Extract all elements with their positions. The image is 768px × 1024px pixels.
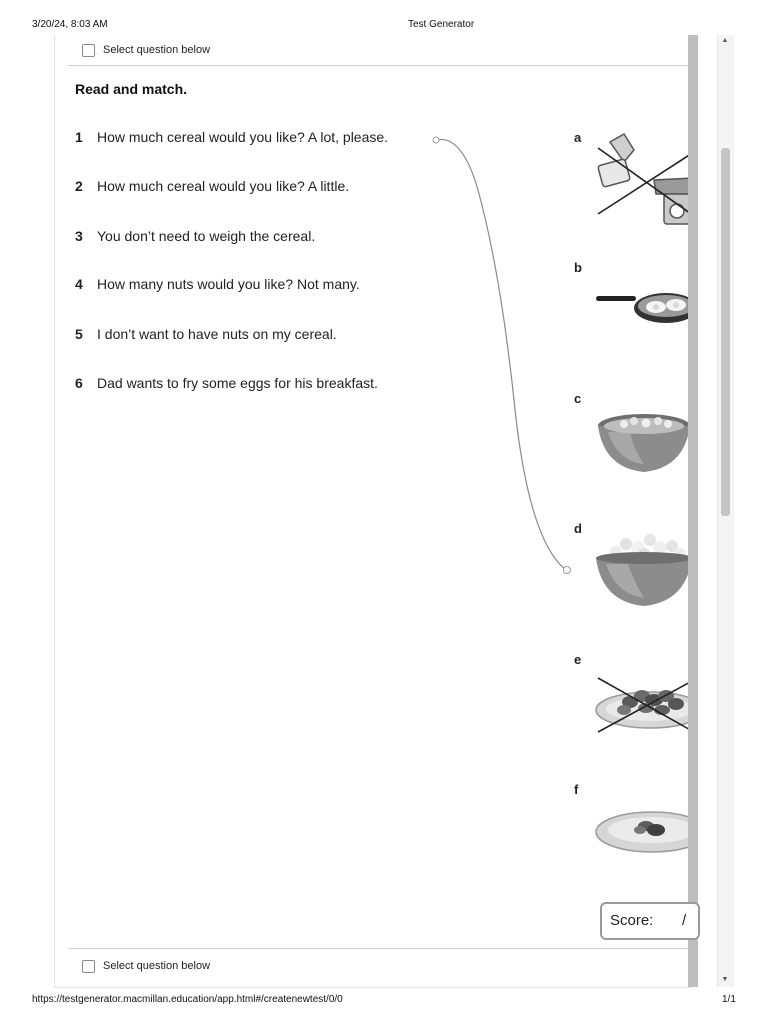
divider-top [68, 65, 688, 66]
question-number: 2 [75, 178, 83, 194]
question-text: How many nuts would you like? Not many. [97, 276, 360, 292]
option-letter-a: a [574, 130, 582, 145]
question-item [75, 326, 337, 342]
select-question-row-top[interactable] [82, 41, 210, 59]
question-number: 5 [75, 326, 83, 342]
option-letter-e: e [574, 652, 582, 667]
exercise-heading: Read and match. [75, 81, 188, 97]
question-number: 6 [75, 375, 83, 391]
question-text: How much cereal would you like? A lot, please. [97, 129, 389, 145]
crossed-out-plate-many-nuts-icon[interactable] [594, 672, 688, 738]
divider-bottom [68, 948, 688, 949]
print-datetime: 3/20/24, 8:03 AM [32, 19, 108, 30]
scrollbar-thumb[interactable] [721, 148, 730, 516]
bowl-little-cereal-icon[interactable] [594, 402, 688, 478]
question-item [75, 228, 315, 244]
option-letter-d: d [574, 521, 582, 536]
print-footer [0, 992, 768, 1012]
print-header [0, 0, 768, 34]
question-item [75, 375, 378, 391]
print-title: Test Generator [408, 19, 475, 30]
question-item [75, 129, 388, 145]
crossed-out-weighing-cereal-icon[interactable] [594, 132, 688, 228]
question-text: How much cereal would you like? A little. [97, 178, 350, 194]
select-question-label-bottom: Select question below [103, 960, 211, 972]
score-separator: / [682, 912, 687, 929]
print-url: https://testgenerator.macmillan.education/app.html#/createnewtest/0/0 [32, 994, 343, 1005]
plate-few-nuts-icon[interactable] [594, 806, 688, 856]
question-item [75, 178, 349, 194]
select-question-label-top: Select question below [103, 44, 211, 56]
question-number: 4 [75, 276, 83, 292]
select-question-checkbox-top[interactable] [82, 44, 95, 57]
select-question-row-bottom[interactable] [82, 957, 210, 975]
question-item [75, 276, 360, 292]
select-question-checkbox-bottom[interactable] [82, 960, 95, 973]
print-page-number: 1/1 [722, 994, 736, 1005]
frying-pan-eggs-icon[interactable] [594, 282, 688, 332]
scroll-down-arrow-icon[interactable]: ▼ [721, 976, 729, 983]
scroll-up-arrow-icon[interactable]: ▲ [721, 37, 729, 44]
option-letter-c: c [574, 391, 582, 406]
question-text: Dad wants to fry some eggs for his breakfast. [97, 375, 378, 391]
bowl-lot-cereal-icon[interactable] [594, 530, 688, 610]
option-letter-f: f [574, 782, 579, 797]
frame-edge [688, 35, 698, 987]
score-label: Score: [610, 912, 654, 929]
question-number: 3 [75, 228, 83, 244]
score-box [600, 902, 700, 940]
question-number: 1 [75, 129, 83, 145]
question-text: You don’t need to weigh the cereal. [97, 228, 316, 244]
question-text: I don’t want to have nuts on my cereal. [97, 326, 337, 342]
option-letter-b: b [574, 260, 582, 275]
